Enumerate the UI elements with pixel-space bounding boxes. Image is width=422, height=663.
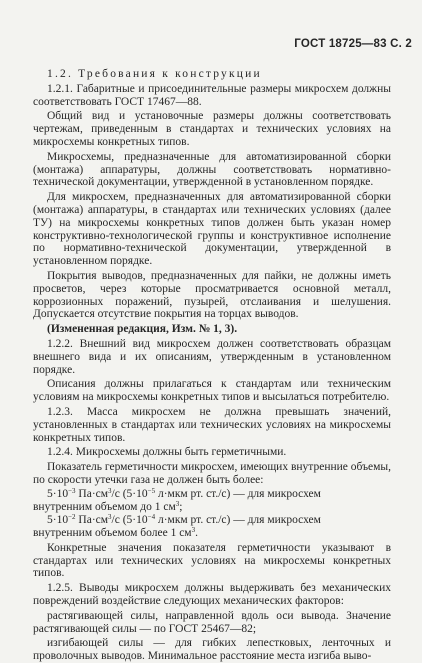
paragraph-overview: Общий вид и установочные размеры должны соответствовать чертежам, приведенным в стандартах и технических условиях на микросхемы конкретных типов. xyxy=(33,110,391,148)
formula-leak-large: $5\cdot 10^{-2}$ $Па\cdot см^3/с$ ($5\cdot 10^{-4}$ л·мкм рт. ст./с) — для микросхем внутренним объемом более 1 $см^3$. xyxy=(33,513,321,540)
paragraph-1-2-2: 1.2.2. Внешний вид микросхем должен соответствовать образцам внешнего вида и их описаниям, утвержденным в установленном порядке. xyxy=(33,337,391,376)
paragraph-tension: растягивающей силы, направленной вдоль оси вывода. Значение растягивающей силы — по ГОСТ 25467—82; xyxy=(33,609,391,635)
amendment-note: (Измененная редакция, Изм. № 1, 3). xyxy=(47,323,238,336)
paragraph-automation-1: Микросхемы, предназначенные для автоматизированной сборки (монтажа) аппаратуры, должны соответствовать нормативно-технической документации, утвержденной в установленном порядке. xyxy=(33,150,391,189)
paragraph-1-2-1: 1.2.1. Габаритные и присоединительные размеры микросхем должны соответствовать ГОСТ 17467—88. xyxy=(33,82,391,108)
paragraph-descriptions: Описания должны прилагаться к стандартам или техническим условиям на микросхемы конкретных типов и высылаться потребителю. xyxy=(33,378,391,404)
paragraph-1-2-5: 1.2.5. Выводы микросхем должны выдерживать без механических повреждений воздействие следующих механических факторов: xyxy=(33,582,391,608)
section-heading: 1.2. Требования к конструкции xyxy=(47,68,262,80)
paragraph-1-2-3: 1.2.3. Масса микросхем не должна превышать значений, установленных в стандартах или технических условиях на микросхемы конкретных типов. xyxy=(33,405,391,444)
document-body xyxy=(33,66,391,663)
paragraph-coating: Покрытия выводов, предназначенных для пайки, не должны иметь просветов, через которые просматривается основной металл, коррозионных поражений, пузырей, отслаивания и шелушения. Допускается отсутствие покрытия на торцах выводов. xyxy=(33,269,391,321)
page-header: ГОСТ 18725—83 С. 2 xyxy=(294,38,412,50)
formula-leak-small: $5\cdot 10^{-3}$ $Па\cdot см^3/с$ ($5\cdot 10^{-5}$ л·мкм рт. ст./с) — для микросхем внутренним объемом до 1 $см^3$; xyxy=(33,486,321,513)
paragraph-bending: изгибающей силы — для гибких лепестковых, ленточных и проволочных выводов. Минимальное расстояние места изгиба выво- xyxy=(33,637,391,663)
paragraph-automation-2: Для микросхем, предназначенных для автоматизированной сборки (монтажа) аппаратуры, в стандартах или технических условиях (далее ТУ) на микросхемы конкретных типов должен быть указан номер конструктивно-технологической группы и конструктивное исполнение по нормативно-технической документации, утвержденной в установленном порядке. xyxy=(33,191,391,268)
paragraph-values: Конкретные значения показателя герметичности указывают в стандартах или технических условиях на микросхемы конкретных типов. xyxy=(33,541,391,580)
paragraph-leak-intro: Показатель герметичности микросхем, имеющих внутренние объемы, по скорости утечки газа не должен быть более: xyxy=(33,461,392,486)
paragraph-1-2-4: 1.2.4. Микросхемы должны быть герметичными. xyxy=(47,446,287,459)
